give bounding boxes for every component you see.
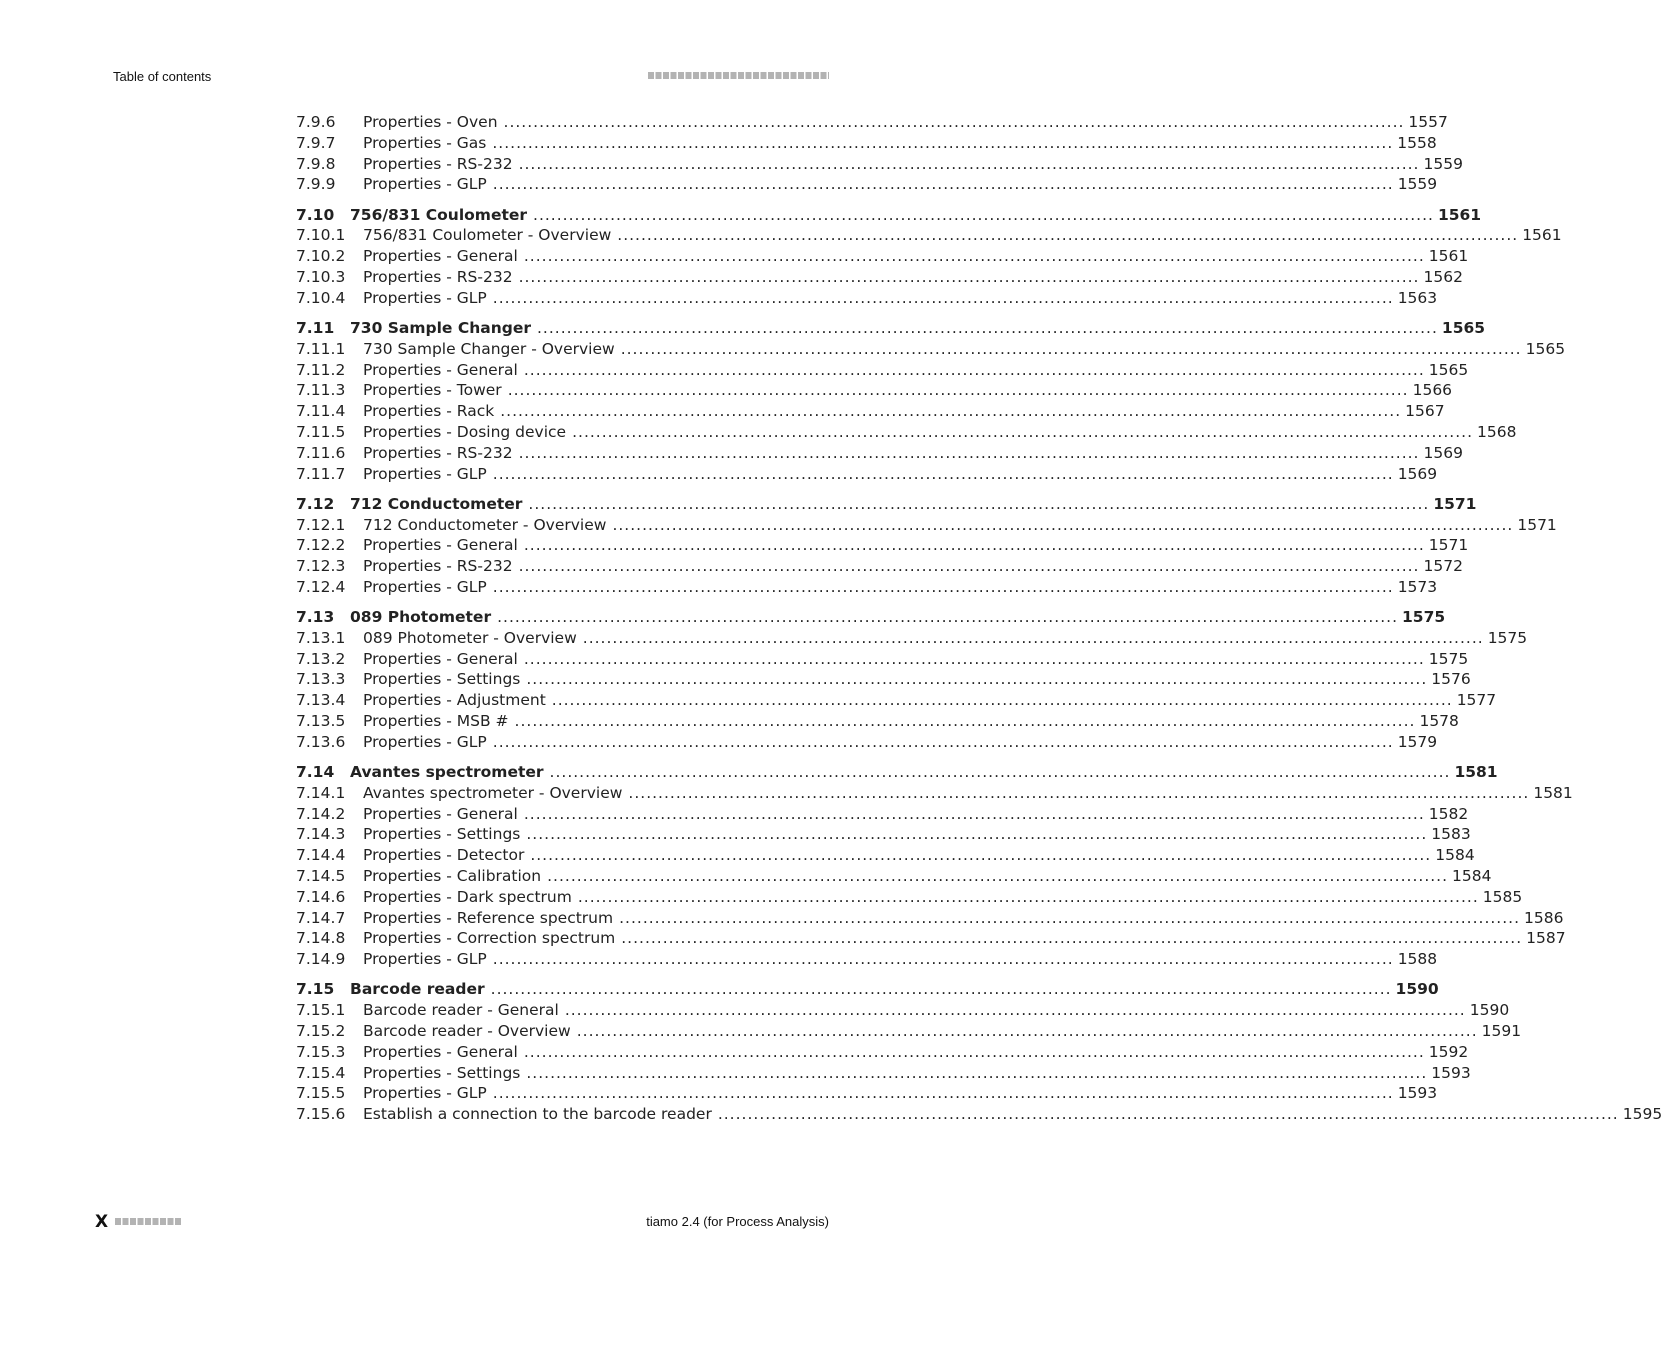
footer-page-label: X: [95, 1212, 109, 1232]
toc-dot-leader: ........................................................................................................................................................: [582, 628, 1484, 647]
toc-entry-title: Properties - GLP: [363, 732, 487, 751]
toc-entry-page: 1565: [1428, 360, 1469, 379]
toc-entry-title: Properties - Oven: [363, 113, 498, 131]
toc-entry-title: 089 Photometer - Overview: [363, 628, 577, 647]
toc-entry-number: 7.11: [296, 318, 335, 337]
toc-entry-number: 7.14.4: [296, 846, 346, 865]
toc-entry-page: 1593: [1431, 1063, 1471, 1082]
toc-entry-number: 7.14.7: [296, 908, 346, 927]
toc-dot-leader: ........................................................................................................................................................: [564, 1001, 1466, 1020]
toc-entry-number: 7.14.9: [296, 950, 346, 969]
toc-entry-number: 7.10.2: [296, 247, 346, 266]
toc-section-entry[interactable]: [296, 762, 1498, 783]
toc-dot-leader: ........................................................................................................................................................: [492, 175, 1394, 194]
toc-entry[interactable]: [296, 112, 1448, 133]
toc-entry[interactable]: [296, 443, 1463, 464]
toc-dot-leader: ........................................................................................................................................................: [523, 360, 1425, 379]
toc-entry[interactable]: [296, 949, 1438, 970]
toc-entry[interactable]: [296, 464, 1438, 485]
toc-dot-leader: ........................................................................................................................................................: [518, 443, 1420, 462]
toc-entry-number: 7.13: [296, 608, 335, 627]
toc-entry[interactable]: [296, 380, 1453, 401]
toc-entry-title: Barcode reader - Overview: [363, 1022, 571, 1041]
toc-dot-leader: ........................................................................................................................................................: [518, 557, 1420, 576]
toc-entry-page: 1559: [1423, 154, 1463, 173]
table-of-contents: [296, 112, 1662, 1125]
toc-entry[interactable]: [296, 1083, 1438, 1104]
toc-dot-leader: ........................................................................................................................................................: [612, 515, 1514, 534]
toc-entry-title: Properties - General: [363, 1042, 518, 1061]
toc-entry-title: 712 Conductometer - Overview: [363, 515, 607, 534]
toc-entry-number: 7.15.6: [296, 1105, 346, 1124]
toc-dot-leader: ........................................................................................................................................................: [549, 763, 1451, 782]
toc-entry[interactable]: [296, 783, 1573, 804]
toc-entry-number: 7.11.3: [296, 381, 346, 400]
toc-entry-number: 7.11.2: [296, 360, 346, 379]
toc-entry-title: Properties - GLP: [363, 577, 487, 596]
toc-dot-leader: ........................................................................................................................................................: [620, 339, 1522, 358]
toc-entry[interactable]: [296, 577, 1438, 598]
toc-entry-title: Properties - GLP: [363, 464, 487, 483]
toc-dot-leader: ........................................................................................................................................................: [526, 670, 1428, 689]
toc-entry-number: 7.11.4: [296, 402, 346, 421]
toc-dot-leader: ........................................................................................................................................................: [628, 783, 1530, 802]
toc-section-entry[interactable]: [296, 318, 1486, 339]
toc-entry[interactable]: [296, 174, 1438, 195]
toc-entry-page: 1575: [1402, 608, 1446, 627]
toc-entry[interactable]: [296, 401, 1445, 422]
toc-dot-leader: ........................................................................................................................................................: [523, 247, 1425, 266]
toc-entry-page: 1559: [1397, 175, 1438, 194]
toc-entry[interactable]: [296, 649, 1469, 670]
toc-entry-page: 1587: [1526, 929, 1566, 948]
toc-entry-number: 7.15.3: [296, 1042, 346, 1061]
toc-entry-page: 1562: [1423, 267, 1463, 286]
toc-dot-leader: ........................................................................................................................................................: [514, 712, 1416, 731]
toc-entry-title: Properties - GLP: [363, 175, 487, 194]
toc-entry-title: Properties - Adjustment: [363, 691, 546, 710]
toc-entry[interactable]: [296, 288, 1438, 309]
toc-dot-leader: ........................................................................................................................................................: [503, 113, 1405, 131]
toc-entry[interactable]: [296, 824, 1471, 845]
toc-entry-page: 1571: [1517, 515, 1557, 534]
toc-entry-number: 7.11.6: [296, 443, 346, 462]
toc-entry-page: 1584: [1435, 846, 1475, 865]
toc-dot-leader: ........................................................................................................................................................: [551, 691, 1453, 710]
toc-entry-title: Properties - RS-232: [363, 154, 513, 173]
toc-entry-title: Barcode reader - General: [363, 1001, 559, 1020]
toc-entry-page: 1571: [1433, 494, 1477, 513]
toc-dot-leader: ........................................................................................................................................................: [490, 980, 1392, 999]
toc-entry-number: 7.13.5: [296, 712, 346, 731]
toc-entry-page: 1582: [1428, 804, 1469, 823]
toc-entry-title: Properties - Correction spectrum: [363, 929, 616, 948]
toc-entry[interactable]: [296, 711, 1459, 732]
toc-dot-leader: ........................................................................................................................................................: [492, 133, 1394, 152]
toc-entry-number: 7.14: [296, 763, 335, 782]
toc-dot-leader: ........................................................................................................................................................: [497, 608, 1398, 627]
toc-entry[interactable]: [296, 690, 1497, 711]
toc-entry[interactable]: [296, 1000, 1510, 1021]
toc-entry-title: Properties - Rack: [363, 402, 495, 421]
toc-entry-number: 7.9.9: [296, 175, 336, 194]
toc-dot-leader: ........................................................................................................................................................: [530, 846, 1432, 865]
toc-dot-leader: ........................................................................................................................................................: [619, 908, 1521, 927]
toc-dot-leader: ........................................................................................................................................................: [621, 929, 1523, 948]
toc-dot-leader: ........................................................................................................................................................: [492, 288, 1394, 307]
toc-entry-number: 7.14.5: [296, 867, 346, 886]
toc-entry[interactable]: [296, 246, 1469, 267]
toc-section-entry[interactable]: [296, 494, 1477, 515]
toc-dot-leader: ........................................................................................................................................................: [492, 950, 1394, 969]
toc-entry-number: 7.15.1: [296, 1001, 346, 1020]
toc-dot-leader: ........................................................................................................................................................: [523, 804, 1425, 823]
toc-entry[interactable]: [296, 535, 1469, 556]
toc-entry[interactable]: [296, 866, 1492, 887]
toc-entry-number: 7.12: [296, 494, 335, 513]
toc-section-entry[interactable]: [296, 979, 1439, 1000]
toc-dot-leader: ........................................................................................................................................................: [528, 494, 1430, 513]
toc-entry-page: 1561: [1437, 205, 1482, 224]
toc-entry[interactable]: [296, 804, 1469, 825]
toc-entry-title: Properties - Detector: [363, 846, 525, 865]
toc-entry-page: 1593: [1397, 1084, 1438, 1103]
toc-entry-title: Properties - GLP: [363, 950, 487, 969]
toc-entry-page: 1571: [1428, 536, 1469, 555]
toc-entry[interactable]: [296, 1063, 1471, 1084]
toc-entry-title: 712 Conductometer: [350, 494, 523, 513]
toc-entry-page: 1581: [1454, 763, 1498, 782]
toc-entry-number: 7.15.2: [296, 1022, 346, 1041]
toc-entry-title: Properties - Dark spectrum: [363, 887, 572, 906]
toc-dot-leader: ........................................................................................................................................................: [547, 867, 1449, 886]
toc-entry-number: 7.13.4: [296, 691, 346, 710]
toc-dot-leader: ........................................................................................................................................................: [523, 649, 1425, 668]
toc-entry-page: 1569: [1397, 464, 1438, 483]
toc-entry-number: 7.14.8: [296, 929, 346, 948]
toc-entry-number: 7.14.3: [296, 825, 346, 844]
toc-entry-page: 1566: [1412, 381, 1453, 400]
toc-dot-leader: ........................................................................................................................................................: [492, 732, 1394, 751]
toc-entry[interactable]: [296, 1104, 1662, 1125]
toc-entry-number: 7.14.2: [296, 804, 346, 823]
footer-decoration-bar: [115, 1218, 182, 1225]
toc-entry-title: 089 Photometer: [350, 608, 492, 627]
toc-entry-title: Properties - General: [363, 247, 518, 266]
toc-entry-title: Properties - GLP: [363, 1084, 487, 1103]
toc-entry-page: 1577: [1456, 691, 1497, 710]
toc-entry-number: 7.11.7: [296, 464, 346, 483]
toc-entry-number: 7.14.6: [296, 887, 346, 906]
toc-entry-page: 1595: [1622, 1105, 1662, 1124]
toc-dot-leader: ........................................................................................................................................................: [500, 402, 1402, 421]
toc-dot-leader: ........................................................................................................................................................: [572, 422, 1473, 441]
toc-entry-number: 7.13.3: [296, 670, 346, 689]
toc-entry-title: Properties - Calibration: [363, 867, 542, 886]
toc-entry-page: 1561: [1522, 226, 1562, 245]
toc-dot-leader: ........................................................................................................................................................: [526, 1063, 1428, 1082]
toc-entry[interactable]: [296, 515, 1557, 536]
toc-entry-title: Barcode reader: [350, 980, 485, 999]
toc-entry-page: 1568: [1477, 422, 1517, 441]
toc-entry[interactable]: [296, 133, 1437, 154]
toc-dot-leader: ........................................................................................................................................................: [576, 1022, 1478, 1041]
toc-entry-number: 7.9.8: [296, 154, 336, 173]
toc-entry[interactable]: [296, 845, 1475, 866]
toc-entry-page: 1592: [1428, 1042, 1469, 1061]
toc-entry-page: 1557: [1408, 113, 1448, 131]
toc-entry[interactable]: [296, 887, 1523, 908]
toc-entry-page: 1591: [1481, 1022, 1522, 1041]
toc-section-entry[interactable]: [296, 607, 1446, 628]
toc-entry-page: 1565: [1525, 339, 1566, 358]
footer-product: tiamo 2.4 (for Process Analysis): [646, 1214, 829, 1229]
toc-entry-number: 7.10.3: [296, 267, 346, 286]
toc-entry-number: 7.15: [296, 980, 335, 999]
toc-entry[interactable]: [296, 154, 1463, 175]
toc-entry-page: 1586: [1524, 908, 1564, 927]
toc-entry-title: Properties - RS-232: [363, 267, 513, 286]
header-title: Table of contents: [113, 69, 212, 84]
toc-entry-page: 1569: [1423, 443, 1463, 462]
toc-entry[interactable]: [296, 267, 1463, 288]
toc-dot-leader: ........................................................................................................................................................: [526, 825, 1428, 844]
toc-dot-leader: ........................................................................................................................................................: [717, 1105, 1619, 1124]
toc-entry-page: 1584: [1452, 867, 1492, 886]
toc-entry-title: Properties - General: [363, 360, 518, 379]
toc-entry-title: Properties - GLP: [363, 288, 487, 307]
toc-entry-title: Properties - RS-232: [363, 557, 513, 576]
toc-dot-leader: ........................................................................................................................................................: [533, 205, 1434, 224]
toc-dot-leader: ........................................................................................................................................................: [492, 577, 1394, 596]
toc-entry-title: Establish a connection to the barcode reader: [363, 1105, 712, 1124]
toc-entry-page: 1585: [1482, 887, 1523, 906]
toc-entry-title: Properties - Reference spectrum: [363, 908, 614, 927]
toc-entry[interactable]: [296, 225, 1562, 246]
toc-entry-title: Properties - Settings: [363, 825, 521, 844]
toc-entry-title: Properties - Settings: [363, 1063, 521, 1082]
toc-entry-page: 1583: [1431, 825, 1471, 844]
toc-entry-title: Properties - Tower: [363, 381, 502, 400]
toc-entry[interactable]: [296, 908, 1564, 929]
toc-entry-number: 7.12.3: [296, 557, 346, 576]
toc-entry-title: Properties - General: [363, 536, 518, 555]
toc-dot-leader: ........................................................................................................................................................: [617, 226, 1519, 245]
toc-entry-title: 756/831 Coulometer - Overview: [363, 226, 612, 245]
toc-dot-leader: ........................................................................................................................................................: [507, 381, 1409, 400]
toc-entry-number: 7.9.6: [296, 113, 336, 131]
toc-dot-leader: ........................................................................................................................................................: [577, 887, 1479, 906]
toc-entry-title: Properties - General: [363, 649, 518, 668]
toc-entry-title: 730 Sample Changer: [350, 318, 531, 337]
toc-entry-page: 1579: [1397, 732, 1438, 751]
toc-entry[interactable]: [296, 556, 1463, 577]
toc-entry[interactable]: [296, 1042, 1469, 1063]
toc-entry-title: 730 Sample Changer - Overview: [363, 339, 615, 358]
toc-entry-title: Avantes spectrometer - Overview: [363, 783, 623, 802]
toc-entry-number: 7.13.1: [296, 628, 346, 647]
toc-dot-leader: ........................................................................................................................................................: [537, 318, 1438, 337]
toc-entry[interactable]: [296, 928, 1566, 949]
toc-entry[interactable]: [296, 628, 1528, 649]
toc-entry-title: Avantes spectrometer: [350, 763, 544, 782]
toc-dot-leader: ........................................................................................................................................................: [492, 464, 1394, 483]
toc-section-entry[interactable]: [296, 205, 1482, 226]
toc-dot-leader: ........................................................................................................................................................: [523, 536, 1425, 555]
toc-entry-number: 7.12.1: [296, 515, 346, 534]
toc-entry-number: 7.14.1: [296, 783, 346, 802]
toc-entry-page: 1590: [1395, 980, 1439, 999]
toc-entry[interactable]: [296, 732, 1438, 753]
toc-entry-number: 7.11.1: [296, 339, 346, 358]
toc-entry-number: 7.10.4: [296, 288, 346, 307]
toc-entry-page: 1578: [1419, 712, 1459, 731]
toc-entry-page: 1588: [1397, 950, 1438, 969]
toc-entry-number: 7.11.5: [296, 422, 346, 441]
toc-dot-leader: ........................................................................................................................................................: [523, 1042, 1425, 1061]
toc-entry-title: Properties - Gas: [363, 133, 487, 152]
header-decoration-bar: [648, 72, 829, 79]
toc-entry-title: Properties - Settings: [363, 670, 521, 689]
toc-entry[interactable]: [296, 339, 1566, 360]
toc-entry-number: 7.13.6: [296, 732, 346, 751]
toc-entry-title: Properties - Dosing device: [363, 422, 567, 441]
toc-entry-page: 1572: [1423, 557, 1463, 576]
toc-entry-number: 7.9.7: [296, 133, 336, 152]
toc-entry-page: 1565: [1441, 318, 1486, 337]
toc-entry-number: 7.12.4: [296, 577, 346, 596]
toc-entry-page: 1561: [1428, 247, 1469, 266]
toc-entry-title: Properties - MSB #: [363, 712, 509, 731]
toc-dot-leader: ........................................................................................................................................................: [518, 154, 1420, 173]
toc-entry-number: 7.15.5: [296, 1084, 346, 1103]
toc-entry-page: 1575: [1428, 649, 1469, 668]
toc-entry-page: 1590: [1469, 1001, 1510, 1020]
toc-entry-page: 1567: [1405, 402, 1445, 421]
toc-entry[interactable]: [296, 422, 1517, 443]
toc-entry-page: 1573: [1397, 577, 1438, 596]
toc-entry[interactable]: [296, 669, 1471, 690]
toc-entry-number: 7.10: [296, 205, 335, 224]
toc-entry-title: Properties - RS-232: [363, 443, 513, 462]
toc-entry-title: Properties - General: [363, 804, 518, 823]
toc-entry-number: 7.12.2: [296, 536, 346, 555]
toc-entry-number: 7.15.4: [296, 1063, 346, 1082]
toc-entry-title: 756/831 Coulometer: [350, 205, 528, 224]
toc-dot-leader: ........................................................................................................................................................: [492, 1084, 1394, 1103]
toc-entry[interactable]: [296, 360, 1469, 381]
toc-entry-number: 7.10.1: [296, 226, 346, 245]
toc-entry-page: 1575: [1487, 628, 1528, 647]
toc-entry-number: 7.13.2: [296, 649, 346, 668]
toc-entry-page: 1576: [1431, 670, 1471, 689]
toc-entry[interactable]: [296, 1021, 1522, 1042]
toc-dot-leader: ........................................................................................................................................................: [518, 267, 1420, 286]
toc-entry-page: 1581: [1533, 783, 1573, 802]
toc-entry-page: 1558: [1397, 133, 1437, 152]
toc-entry-page: 1563: [1397, 288, 1438, 307]
